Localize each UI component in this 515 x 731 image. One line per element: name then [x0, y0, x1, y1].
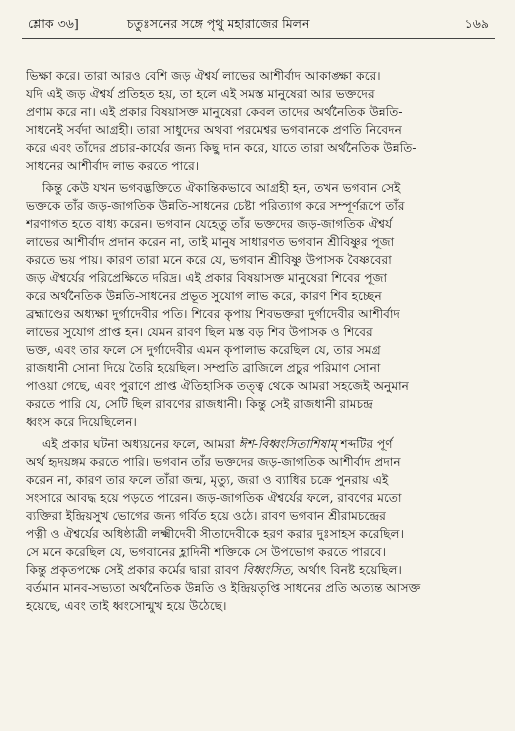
text-line: অর্থ হৃদয়ঙ্গম করতে পারি। ভগবান তাঁর ভক্তদের জড়-জাগতিক আশীর্বাদ প্রদান	[26, 455, 401, 469]
text-line: হয়েছে, এবং তাই ধ্বংসোন্মুখ হয়ে উঠেছে।	[26, 599, 227, 613]
verse-reference: শ্লোক ৩৬]	[28, 16, 79, 31]
paragraph-first-line: কিন্তু কেউ যখন ভগবদ্ভক্তিতে ঐকান্তিকভাবে আগ্রহী হন, তখন ভগবান সেই	[42, 181, 401, 195]
text-segment: , অর্থাৎ বিনষ্ট হয়েছিল।	[290, 563, 402, 577]
text-line: জড় ঐশ্বর্যের পরিপ্রেক্ষিতে দরিদ্র। এই প্রকার বিষয়াসক্ত মানুষেরা শিবের পূজা	[26, 271, 388, 285]
text-line: লাভের সুযোগ প্রাপ্ত হন। যেমন রাবণ ছিল মস্ত বড় শিব উপাসক ও শিবের	[26, 325, 373, 339]
text-line: শরণাগত হতে বাধ্য করেন। ভগবান যেহেতু তাঁর ভক্তদের জড়-জাগতিক ঐশ্বর্য	[26, 217, 393, 231]
text-segment: শব্দটির পূর্ণ	[336, 437, 393, 451]
text-line: করেন না, কারণ তার ফলে তাঁরা জন্ম, মৃত্যু, জরা ও ব্যাধির চক্রে পুনরায় এই	[26, 473, 389, 487]
text-line: সংসারে আবদ্ধ হয়ে পড়তে পারেন। জড়-জাগতিক ঐশ্বর্যের ফলে, রাবণের মতো	[26, 491, 402, 505]
text-line: ধ্বংস করে দিয়েছিলেন।	[26, 415, 137, 429]
text-line: রাজধানী সোনা দিয়ে তৈরি হয়েছিল। সম্প্রতি ব্রাজিলে প্রচুর পরিমাণ সোনা	[26, 361, 381, 375]
text-line: ভক্তকে তাঁর জড়-জাগতিক উন্নতি-সাধনের চেষ্টা পরিত্যাগ করে সম্পূর্ণরূপে তাঁর	[26, 199, 405, 213]
text-line: প্রণাম করে না। এই প্রকার বিষয়াসক্ত মানুষেরা কেবল তাদের অর্থনৈতিক উন্নতি-	[26, 105, 403, 119]
text-line: সাধনের আশীর্বাদ লাভ করতে পারে।	[26, 159, 200, 173]
chapter-title: চতুঃসনের সঙ্গে পৃথু মহারাজের মিলন	[127, 16, 310, 31]
text-line: ব্রহ্মাণ্ডের অধ্যক্ষা দুর্গাদেবীর পতি। শিবের কৃপায় শিবভক্তরা দুর্গাদেবীর আশীর্বাদ	[26, 307, 400, 321]
paragraph-first-line	[42, 436, 491, 452]
text-line: ভক্ত, এবং তার ফলে সে দুর্গাদেবীর এমন কৃপালাভ করেছিল যে, তার সমগ্র	[26, 343, 381, 357]
text-line: সাধনেই সর্বদা আগ্রহী। তারা সাধুদের অথবা পরমেশ্বর ভগবানকে প্রণতি নিবেদন	[26, 123, 402, 137]
text-line: করতে ভয় পায়। কারণ তারা মনে করে যে, ভগবান শ্রীবিষ্ণু উপাসক বৈষ্ণবেরা	[26, 253, 392, 267]
text-line: সে মনে করেছিল যে, ভগবানের হ্লাদিনী শক্তিকে সে উপভোগ করতে পারবে।	[26, 545, 386, 559]
text-line: লাভের আশীর্বাদ প্রদান করেন না, তাই মানুষ সাধারণত ভগবান শ্রীবিষ্ণুর পূজা	[26, 235, 395, 249]
text-line: পাওয়া গেছে, এবং পুরাণে প্রাপ্ত ঐতিহাসিক তত্ত্ব থেকে আমরা সহজেই অনুমান	[26, 379, 409, 393]
header-divider	[22, 38, 495, 39]
running-header	[22, 14, 493, 34]
text-line: যদি এই জড় ঐশ্বর্য প্রতিহত হয়, তা হলে এই সমস্ত মানুষেরা আর ভক্তদের	[26, 87, 375, 101]
text-segment: কিন্তু প্রকৃতপক্ষে সেই প্রকার কর্মের দ্বারা রাবণ	[26, 563, 243, 577]
page-number: ১৬৯	[464, 16, 489, 31]
sanskrit-term: বিধ্বংসিত	[242, 563, 291, 577]
text-line: করতে পারি যে, সেটি ছিল রাবণের রাজধানী। কিন্তু সেই রাজধানী রামচন্দ্র	[26, 397, 373, 411]
text-line: ভিক্ষা করে। তারা আরও বেশি জড় ঐশ্বর্য লাভের আশীর্বাদ আকাঙ্ক্ষা করে।	[26, 69, 381, 83]
text-line: পত্নী ও ঐশ্বর্যের অধিষ্ঠাত্রী লক্ষ্মীদেবী সীতাদেবীকে হরণ করার দুঃসাহস করেছিল।	[26, 527, 404, 541]
text-line: করে এবং তাঁদের প্রচার-কার্যের জন্য কিছু দান করে, যাতে তারা অর্থনৈতিক উন্নতি-	[26, 141, 417, 155]
text-line: ব্যক্তিরা ইন্দ্রিয়সুখ ভোগের জন্য গর্বিত হয়ে ওঠে। রাবণ ভগবান শ্রীরামচন্দ্রের	[26, 509, 386, 523]
sanskrit-term: ঈশ-বিধ্বংসিতাশিষাম্	[238, 437, 337, 451]
text-line	[26, 562, 491, 578]
text-line: বর্তমান মানব-সভ্যতা অর্থনৈতিক উন্নতি ও ইন্দ্রিয়তৃপ্তি সাধনের প্রতি অত্যন্ত আসক্ত	[26, 581, 421, 595]
text-segment: এই প্রকার ঘটনা অধ্যয়নের ফলে, আমরা	[42, 437, 239, 451]
text-line: করে অর্থনৈতিক উন্নতি-সাধনের প্রভূত সুযোগ লাভ করে, কারণ শিব হচ্ছেন	[26, 289, 382, 303]
